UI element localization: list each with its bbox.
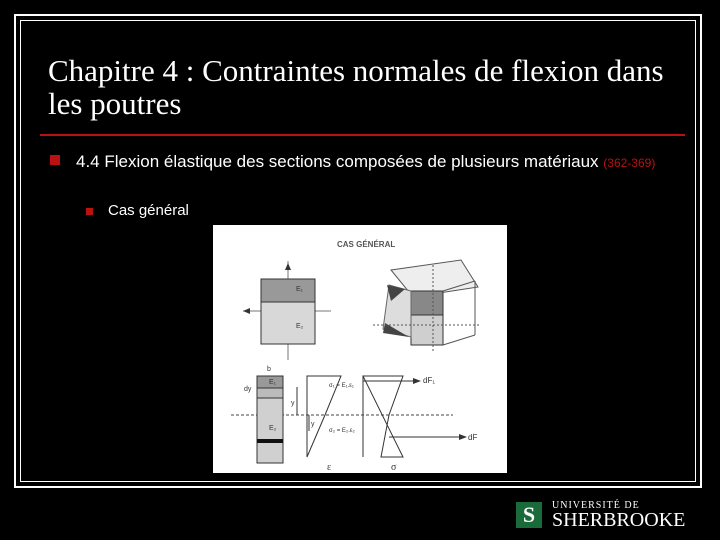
arrow-dF1-icon: [413, 378, 421, 384]
beam-3d-E2: [411, 315, 443, 345]
label-b: b: [267, 366, 271, 373]
slide-title: Chapitre 4 : Contraintes normales de flexion dans les poutres: [48, 53, 664, 121]
bullet-main-label: 4.4 Flexion élastique des sections composées de plusieurs matériaux: [76, 152, 599, 171]
label-E1-bottom: E₁: [269, 379, 277, 386]
label-epsilon: ε: [327, 462, 332, 473]
label-E2-bottom: E₂: [269, 425, 277, 432]
bullet-main-text: [76, 150, 676, 175]
label-sigma2: σ₂ = E₂.ε₂: [329, 428, 355, 434]
sub-bullet-square-icon: [86, 208, 93, 215]
logo-line1: UNIVERSITÉ DE: [552, 500, 640, 511]
label-y-upper: y: [291, 400, 295, 407]
section-bottom-E1-strip: [257, 388, 283, 398]
arrow-dF-icon: [459, 434, 467, 440]
composite-beam-figure: [213, 225, 507, 473]
section-bottom-strip: [257, 439, 283, 443]
label-y-lower: y: [311, 421, 315, 428]
logo-mark-icon: S: [516, 502, 542, 528]
beam-3d-edge-bottom: [443, 335, 475, 345]
figure-svg: [213, 225, 507, 473]
label-sigma: σ: [391, 462, 397, 473]
beam-3d-E1: [411, 291, 443, 315]
label-sigma1: σ₁ = E₁.ε₁: [329, 383, 354, 389]
bullet-sub-text: Cas général: [108, 202, 189, 219]
stress-diagram: [363, 376, 403, 457]
figure-heading: CAS GÉNÉRAL: [337, 240, 396, 249]
axis-arrow-icon: [285, 263, 291, 270]
label-E2-top: E₂: [296, 323, 304, 330]
section-top-E1: [261, 279, 315, 302]
label-dF1: dF₁: [423, 376, 436, 385]
title-divider: [40, 134, 685, 136]
label-dF: dF: [468, 433, 478, 442]
section-top-E2: [261, 302, 315, 344]
label-E1-top: E₁: [296, 286, 304, 293]
axis-arrow-left-icon: [243, 308, 250, 314]
logo-line2: SHERBROOKE: [552, 509, 686, 531]
bullet-main-pages: (362-369): [603, 156, 656, 170]
bullet-square-icon: [50, 155, 60, 165]
label-dy: dy: [244, 386, 252, 393]
